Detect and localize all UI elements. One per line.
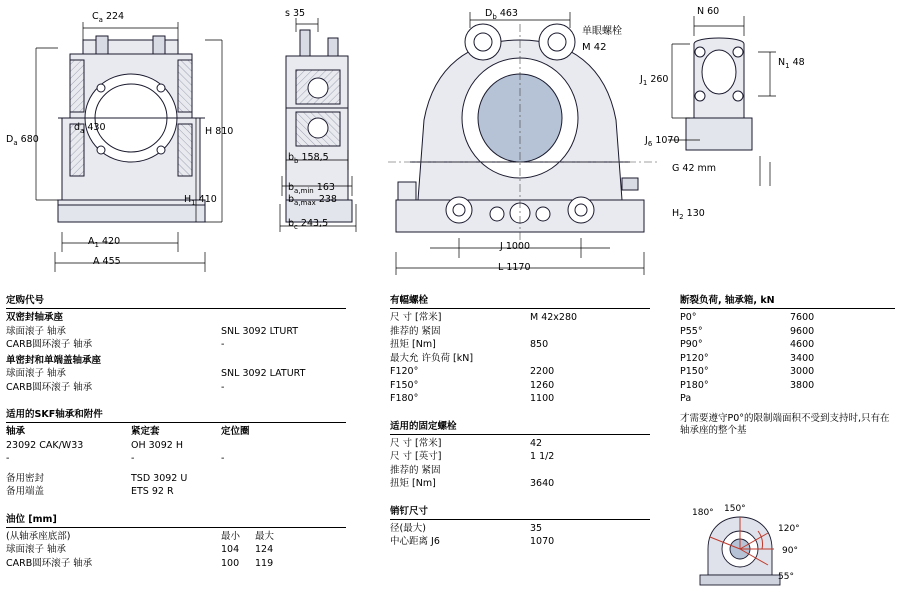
dim-J1 <box>640 74 668 87</box>
eyebolt-table <box>390 312 645 407</box>
pa-value <box>790 393 885 407</box>
dim-N-value: 60 <box>707 6 720 17</box>
force-150-symbol: F <box>390 379 396 391</box>
eyebolt-torque-label: 扭矩 [Nm] <box>390 339 436 350</box>
dim-J1-value: 260 <box>650 74 669 85</box>
angle-diagram <box>690 497 890 592</box>
oil-row-min: 100 <box>221 557 240 569</box>
p0-label <box>680 312 790 326</box>
cell-ring: - <box>221 453 225 464</box>
col-bearing: 轴承 <box>6 426 26 437</box>
p150-value: 3000 <box>790 366 815 377</box>
fixing-bolts-table <box>390 438 645 492</box>
label-eyebolt-title-text: 单眼螺栓 <box>582 26 622 37</box>
divider <box>6 422 346 423</box>
table-row <box>390 393 645 407</box>
dim-Db <box>485 8 518 21</box>
dim-H-value: 810 <box>215 126 234 137</box>
p180-label <box>680 380 790 394</box>
angle-55-label: 55° <box>778 572 794 582</box>
p180-value: 3800 <box>790 379 815 391</box>
angle-120-label: 120° <box>778 524 800 534</box>
accessories-heading: 适用的SKF轴承和附件 <box>6 409 103 420</box>
table-row <box>6 326 336 340</box>
dim-H2-value: 130 <box>686 208 705 219</box>
force-180-value: 1100 <box>530 393 555 404</box>
row-value: SNL 3092 LATURT <box>221 368 306 379</box>
dim-bc-symbol: b <box>288 218 295 229</box>
p90-sub: 90° <box>685 339 703 350</box>
p90-value: 4600 <box>790 339 815 350</box>
oil-row-max: 124 <box>255 544 274 555</box>
dim-ba-min-value: 163 <box>316 182 335 193</box>
dim-s-value: 35 <box>292 8 306 19</box>
dim-J6-symbol: J <box>645 135 648 146</box>
table-row <box>390 523 645 537</box>
dowel-centre-label: 中心距离 J6 <box>390 536 440 547</box>
dim-bb <box>288 152 329 165</box>
middle-column <box>390 292 650 550</box>
left-column-title: 定购代号 <box>6 295 45 306</box>
dim-H-symbol: H <box>205 126 213 137</box>
dim-ba-min <box>288 182 335 195</box>
dim-ba-max-value: 238 <box>318 194 337 205</box>
p0-value: 7600 <box>790 312 815 323</box>
eyebolt-torque-value: 850 <box>530 339 549 350</box>
dim-ba-max-sub: a,max <box>294 198 316 207</box>
table-row <box>6 368 336 382</box>
eyebolt-size-label: 尺 寸 [常米] <box>390 312 442 323</box>
table-row <box>390 312 645 326</box>
force-120-value: 2200 <box>530 366 555 377</box>
table-row <box>390 353 645 367</box>
dim-N1-sub: 1 <box>785 61 790 70</box>
fix-metric-label: 尺 寸 [常米] <box>390 437 442 449</box>
fixing-bolts-heading: 适用的固定螺栓 <box>390 420 457 432</box>
dim-s <box>285 8 305 19</box>
dim-N <box>697 6 719 17</box>
fix-torque-value: 3640 <box>530 478 555 489</box>
dim-bc-sub: c <box>294 222 298 231</box>
table-row <box>390 451 645 465</box>
force-180-sub: 180° <box>395 393 419 404</box>
drawing-area <box>0 0 900 292</box>
fix-inch-value: 1 1/2 <box>530 451 555 462</box>
dim-Ca-value: 224 <box>105 11 125 22</box>
dowel-table <box>390 523 645 550</box>
dim-H1-value: 410 <box>198 194 217 205</box>
table-row <box>6 467 336 487</box>
dim-ba-max-symbol: b <box>288 194 295 205</box>
dowel-centre-value: 1070 <box>530 536 555 547</box>
dim-ba-min-symbol: b <box>288 182 295 193</box>
p120-value: 3400 <box>790 352 815 364</box>
dim-H2-symbol: H <box>672 208 680 219</box>
oil-col-min: 最小 <box>221 530 241 542</box>
dim-A-value: 455 <box>102 256 121 267</box>
dim-G-value: 42 mm <box>682 163 717 174</box>
divider <box>390 308 650 309</box>
label-eyebolt-title <box>582 22 622 37</box>
dim-A1 <box>88 236 120 249</box>
fix-tighten-value <box>530 465 645 479</box>
fix-torque-label: 扭矩 [Nm] <box>390 478 436 489</box>
pa-label <box>680 393 790 407</box>
dim-A1-value: 420 <box>102 236 121 247</box>
angle-90-label: 90° <box>782 546 798 556</box>
table-row <box>6 353 336 369</box>
table-row <box>6 486 336 500</box>
force-180-label <box>390 393 530 407</box>
p120-label <box>680 353 790 367</box>
dim-L-symbol: L <box>498 262 504 273</box>
dim-s-symbol: s <box>285 8 290 19</box>
dim-Da <box>6 134 39 147</box>
table-row <box>680 366 885 380</box>
dim-H1-sub: 1 <box>191 198 196 207</box>
group-heading-single-seal: 单密封和单端盖轴承座 <box>6 354 102 366</box>
dim-bb-sub: b <box>294 156 299 165</box>
label-eyebolt-size <box>582 42 607 53</box>
dim-L-value: 1170 <box>506 262 531 273</box>
spare-cover-label: 备用端盖 <box>6 486 45 497</box>
angle-diagram-svg <box>690 497 890 592</box>
table-row <box>6 440 336 454</box>
row-label: CARB圆环滚子 轴承 <box>6 339 93 350</box>
p150-label <box>680 366 790 380</box>
oil-row-label: CARB圆环滚子 轴承 <box>6 557 93 569</box>
table-row <box>680 380 885 394</box>
pa-symbol: P <box>680 393 686 404</box>
force-150-label <box>390 380 530 394</box>
dim-da-symbol: d <box>74 122 81 133</box>
p55-value: 9600 <box>790 325 815 337</box>
dim-H <box>205 126 233 137</box>
table-header-row <box>6 531 336 545</box>
force-150-value: 1260 <box>530 379 555 391</box>
pa-sub: a <box>685 393 692 404</box>
oil-subheading: (从轴承座底部) <box>6 530 71 542</box>
table-row <box>390 465 645 479</box>
dim-A1-sub: 1 <box>94 240 99 249</box>
divider <box>680 308 895 309</box>
p150-symbol: P <box>680 366 686 377</box>
spare-cover-value: ETS 92 R <box>131 486 174 497</box>
col-sleeve: 紧定套 <box>131 426 160 437</box>
table-row <box>390 326 645 340</box>
table-row <box>6 312 336 326</box>
divider <box>390 519 650 520</box>
dim-da <box>74 122 106 135</box>
cell-bearing: 23092 CAK/W33 <box>6 439 84 451</box>
dim-Ca <box>92 11 124 24</box>
dim-A-symbol: A <box>93 256 100 267</box>
eyebolt-maxload-value <box>530 353 645 367</box>
accessories-table <box>6 426 336 500</box>
breaking-load-table <box>680 312 885 407</box>
fix-inch-label: 尺 寸 [英寸] <box>390 451 442 462</box>
eyebolt-tighten-value <box>530 326 645 340</box>
dim-Db-value: 463 <box>499 8 518 19</box>
dowel-dia-value: 35 <box>530 522 543 534</box>
row-label: CARB圆环滚子 轴承 <box>6 381 93 393</box>
p0-sub: 0° <box>685 312 697 323</box>
oil-row-label: 球面滚子 轴承 <box>6 544 67 555</box>
divider <box>6 527 346 528</box>
dim-N1-value: 48 <box>792 57 805 68</box>
oil-col-max: 最大 <box>255 530 275 542</box>
cell-sleeve: - <box>131 453 135 464</box>
dim-G-symbol: G <box>672 163 680 174</box>
table-header-row <box>6 426 336 440</box>
angle-150-label: 150° <box>724 504 746 514</box>
p150-sub: 150° <box>685 366 709 377</box>
spare-seal-label: 备用密封 <box>6 472 45 484</box>
dim-J6 <box>645 135 680 148</box>
eyebolt-heading: 有幅螺栓 <box>390 295 429 306</box>
dim-Ca-sub: a <box>98 15 103 24</box>
dim-J1-sub: 1 <box>642 78 648 87</box>
p180-sub: 180° <box>685 379 709 391</box>
dim-A1-symbol: A <box>88 236 95 247</box>
table-row <box>6 558 336 572</box>
dim-J <box>500 241 530 252</box>
oil-row-max: 119 <box>255 557 274 569</box>
fix-tighten-label: 推荐的 紧固 <box>390 464 441 476</box>
force-120-sub: 120° <box>395 366 419 377</box>
dim-bc-value: 243,5 <box>300 218 329 229</box>
table-row <box>390 366 645 380</box>
dim-N1-symbol: N <box>778 57 786 68</box>
row-value: - <box>221 381 225 393</box>
p55-symbol: P <box>680 325 686 337</box>
table-row <box>680 312 885 326</box>
dim-N1 <box>778 57 805 70</box>
p180-symbol: P <box>680 379 686 391</box>
dim-A <box>93 256 121 267</box>
angle-180-label: 180° <box>692 508 714 518</box>
dim-bb-symbol: b <box>288 152 295 163</box>
dim-da-value: 430 <box>87 122 106 133</box>
oil-level-table <box>6 531 336 572</box>
dim-da-sub: a <box>80 126 85 135</box>
dim-ba-max <box>288 194 337 207</box>
eyebolt-maxload-label: 最大允 许负荷 [kN] <box>390 352 474 364</box>
breaking-load-note: 才需要遵守P0°的限制端面积不受到支持时,只有在轴承座的整个基 <box>680 412 890 436</box>
cell-ring <box>221 440 336 454</box>
force-120-symbol: F <box>390 366 396 377</box>
force-180-symbol: F <box>390 393 396 404</box>
dim-Ca-symbol: C <box>92 11 99 22</box>
p90-label <box>680 339 790 353</box>
dim-H1-symbol: H <box>184 194 192 205</box>
dowel-dia-label: 径(最大) <box>390 522 426 534</box>
p90-symbol: P <box>680 339 686 350</box>
dim-Db-symbol: D <box>485 8 493 19</box>
divider <box>390 434 650 435</box>
force-150-sub: 150° <box>395 379 419 391</box>
right-column <box>680 292 895 582</box>
table-row <box>680 353 885 367</box>
dim-J6-value: 1070 <box>655 135 680 146</box>
breaking-load-heading: 断裂负荷, 轴承箱, kN <box>680 295 775 306</box>
technical-drawing-svg <box>0 0 900 292</box>
eyebolt-tighten-label: 推荐的 紧固 <box>390 325 441 337</box>
cell-bearing: - <box>6 453 10 464</box>
left-column <box>6 292 346 571</box>
dim-bc <box>288 218 328 231</box>
table-row <box>680 393 885 407</box>
row-label: 球面滚子 轴承 <box>6 368 67 379</box>
table-row <box>680 326 885 340</box>
row-value: - <box>221 339 225 350</box>
dim-bb-value: 158,5 <box>301 152 329 163</box>
dim-N-symbol: N <box>697 6 705 17</box>
dim-ba-min-sub: a,min <box>294 186 314 195</box>
col-locating-ring: 定位圈 <box>221 426 250 437</box>
eyebolt-size-value: M 42x280 <box>530 312 578 323</box>
table-row <box>6 544 336 558</box>
p120-symbol: P <box>680 352 686 364</box>
group-heading-double-seal: 双密封轴承座 <box>6 312 64 323</box>
table-row <box>390 536 645 550</box>
dim-Db-sub: b <box>492 12 497 21</box>
fix-metric-value: 42 <box>530 437 543 449</box>
table-row <box>390 380 645 394</box>
spare-seal-value: TSD 3092 U <box>131 472 188 484</box>
oil-heading: 油位 [mm] <box>6 513 57 525</box>
p0-symbol: P <box>680 312 686 323</box>
p55-label <box>680 326 790 340</box>
row-label: 球面滚子 轴承 <box>6 325 67 337</box>
dim-J6-sub: 6 <box>647 139 653 148</box>
dim-J1-symbol: J <box>640 74 643 85</box>
table-row <box>6 339 336 353</box>
dim-H2 <box>672 208 705 221</box>
table-row <box>390 438 645 452</box>
oil-row-min: 104 <box>221 544 240 555</box>
force-120-label <box>390 366 530 380</box>
dim-J-symbol: J <box>500 241 503 252</box>
table-row <box>390 339 645 353</box>
table-row <box>680 339 885 353</box>
dim-H1 <box>184 194 217 207</box>
p55-sub: 55° <box>685 325 703 337</box>
dim-Da-symbol: D <box>6 134 14 145</box>
dim-Da-value: 680 <box>20 134 39 145</box>
divider <box>6 308 346 309</box>
table-row <box>390 478 645 492</box>
dim-J-value: 1000 <box>505 241 531 252</box>
label-eyebolt-size-text: M 42 <box>582 42 607 53</box>
dim-Da-sub: a <box>13 138 18 147</box>
row-value: SNL 3092 LTURT <box>221 325 299 337</box>
table-row <box>6 382 336 396</box>
table-row <box>6 453 336 467</box>
dim-G <box>672 163 716 174</box>
p120-sub: 120° <box>685 352 709 364</box>
dim-L <box>498 262 531 273</box>
dowel-heading: 销钉尺寸 <box>390 505 429 517</box>
order-designation-table <box>6 312 336 395</box>
dim-H2-sub: 2 <box>679 212 684 221</box>
cell-sleeve: OH 3092 H <box>131 439 183 451</box>
